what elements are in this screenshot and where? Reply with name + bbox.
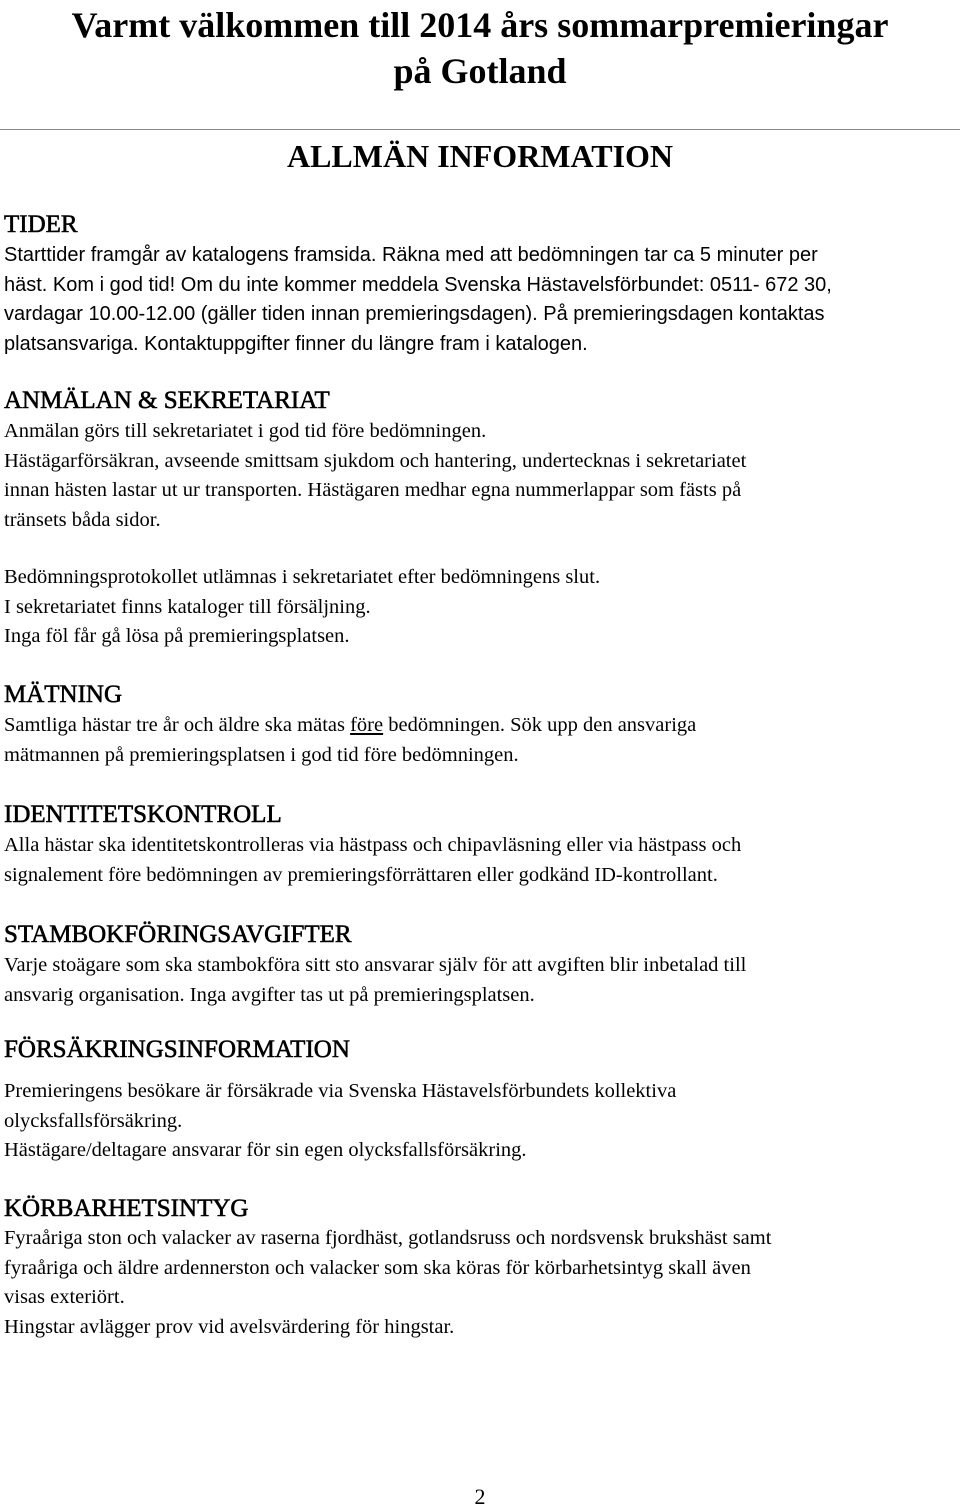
identitet-paragraph: [4, 831, 956, 890]
stambok-paragraph: [4, 951, 956, 1010]
anmalan-line-4: tränsets båda sidor.: [4, 508, 161, 531]
anmalan-line-3: innan hästen lastar ut ur transporten. Hästägaren medhar egna nummerlappar som fästs på: [4, 479, 742, 501]
matning-underlined-word: före: [350, 714, 384, 736]
section-title: [0, 136, 960, 176]
tider-line-2: häst. Kom i god tid! Om du inte kommer meddela Svenska Hästavelsförbundet: 0511- 672 30,: [4, 273, 832, 296]
identitet-line-2: signalement före bedömningen av premieringsförrättaren eller godkänd ID-kontrollant.: [4, 863, 718, 886]
anmalan-paragraph: [4, 417, 956, 535]
matning-paragraph: [4, 711, 956, 770]
matning-line-1-end: bedömningen. Sök upp den ansvariga: [383, 714, 697, 736]
anmalan-line-1: Anmälan görs till sekretariatet i god tid före bedömningen.: [4, 420, 487, 442]
identitet-heading: IDENTITETSKONTROLL: [4, 801, 282, 828]
matning-line-2: mätmannen på premieringsplatsen i god tid före bedömningen.: [4, 743, 519, 766]
korbarhet-heading: KÖRBARHETSINTYG: [4, 1195, 249, 1222]
tider-line-4: platsansvariga. Kontaktuppgifter finner du längre fram i katalogen.: [4, 332, 588, 355]
tider-line-3: vardagar 10.00-12.00 (gäller tiden innan premieringsdagen). På premieringsdagen kontaktas: [4, 303, 825, 325]
korbarhet-line-3: visas exteriört.: [4, 1286, 125, 1308]
page-number: 2: [474, 1484, 486, 1509]
page-title: [0, 2, 960, 94]
anmalan-paragraph-2: [4, 563, 956, 652]
forsakring-line-1: Premieringens besökare är försäkrade via Svenska Hästavelsförbundets kollektiva: [4, 1080, 677, 1102]
korbarhet-line-2: fyraåriga och äldre ardennerston och valacker som ska köras för körbarhetsintyg skall även: [4, 1256, 751, 1279]
stambok-line-2: ansvarig organisation. Inga avgifter tas ut på premieringsplatsen.: [4, 983, 535, 1006]
stambok-line-1: Varje stoägare som ska stambokföra sitt sto ansvarar själv för att avgiften blir inbetalad till: [4, 954, 747, 976]
forsakring-line-3: Hästägare/deltagare ansvarar för sin egen olycksfallsförsäkring.: [4, 1139, 527, 1161]
forsakring-paragraph: [4, 1077, 956, 1166]
matning-line-1-start: Samtliga hästar tre år och äldre ska mätas: [4, 714, 351, 736]
anmalan-line-6: I sekretariatet finns kataloger till försäljning.: [4, 595, 371, 618]
korbarhet-line-1: Fyraåriga ston och valacker av raserna fjordhäst, gotlandsruss och nordsvensk brukshäst samt: [4, 1227, 772, 1249]
tider-paragraph: [4, 241, 956, 359]
horizontal-divider: [0, 129, 960, 130]
section-title-text: ALLMÄN INFORMATION: [286, 138, 674, 174]
anmalan-line-7: Inga föl får gå lösa på premieringsplatsen.: [4, 625, 350, 647]
anmalan-heading: ANMÄLAN & SEKRETARIAT: [4, 387, 330, 414]
tider-heading: TIDER: [4, 211, 78, 238]
matning-line-1: [4, 711, 956, 741]
anmalan-line-5: Bedömningsprotokollet utlämnas i sekretariatet efter bedömningens slut.: [4, 566, 601, 588]
anmalan-line-2: Hästägarförsäkran, avseende smittsam sjukdom och hantering, undertecknas i sekretariatet: [4, 449, 747, 472]
korbarhet-line-4: Hingstar avlägger prov vid avelsvärdering för hingstar.: [4, 1315, 455, 1338]
forsakring-heading: FÖRSÄKRINGSINFORMATION: [4, 1036, 350, 1063]
stambok-heading: STAMBOKFÖRINGSAVGIFTER: [4, 921, 352, 948]
identitet-line-1: Alla hästar ska identitetskontrolleras via hästpass och chipavläsning eller via hästpass och: [4, 834, 742, 856]
page-title-line-2: på Gotland: [393, 51, 567, 91]
matning-heading: MÄTNING: [4, 681, 123, 708]
page-title-line-1: Varmt välkommen till 2014 års sommarpremieringar: [71, 5, 889, 45]
korbarhet-paragraph: [4, 1224, 956, 1342]
forsakring-line-2: olycksfallsförsäkring.: [4, 1109, 183, 1132]
tider-line-1: Starttider framgår av katalogens framsida. Räkna med att bedömningen tar ca 5 minuter per: [4, 244, 818, 266]
